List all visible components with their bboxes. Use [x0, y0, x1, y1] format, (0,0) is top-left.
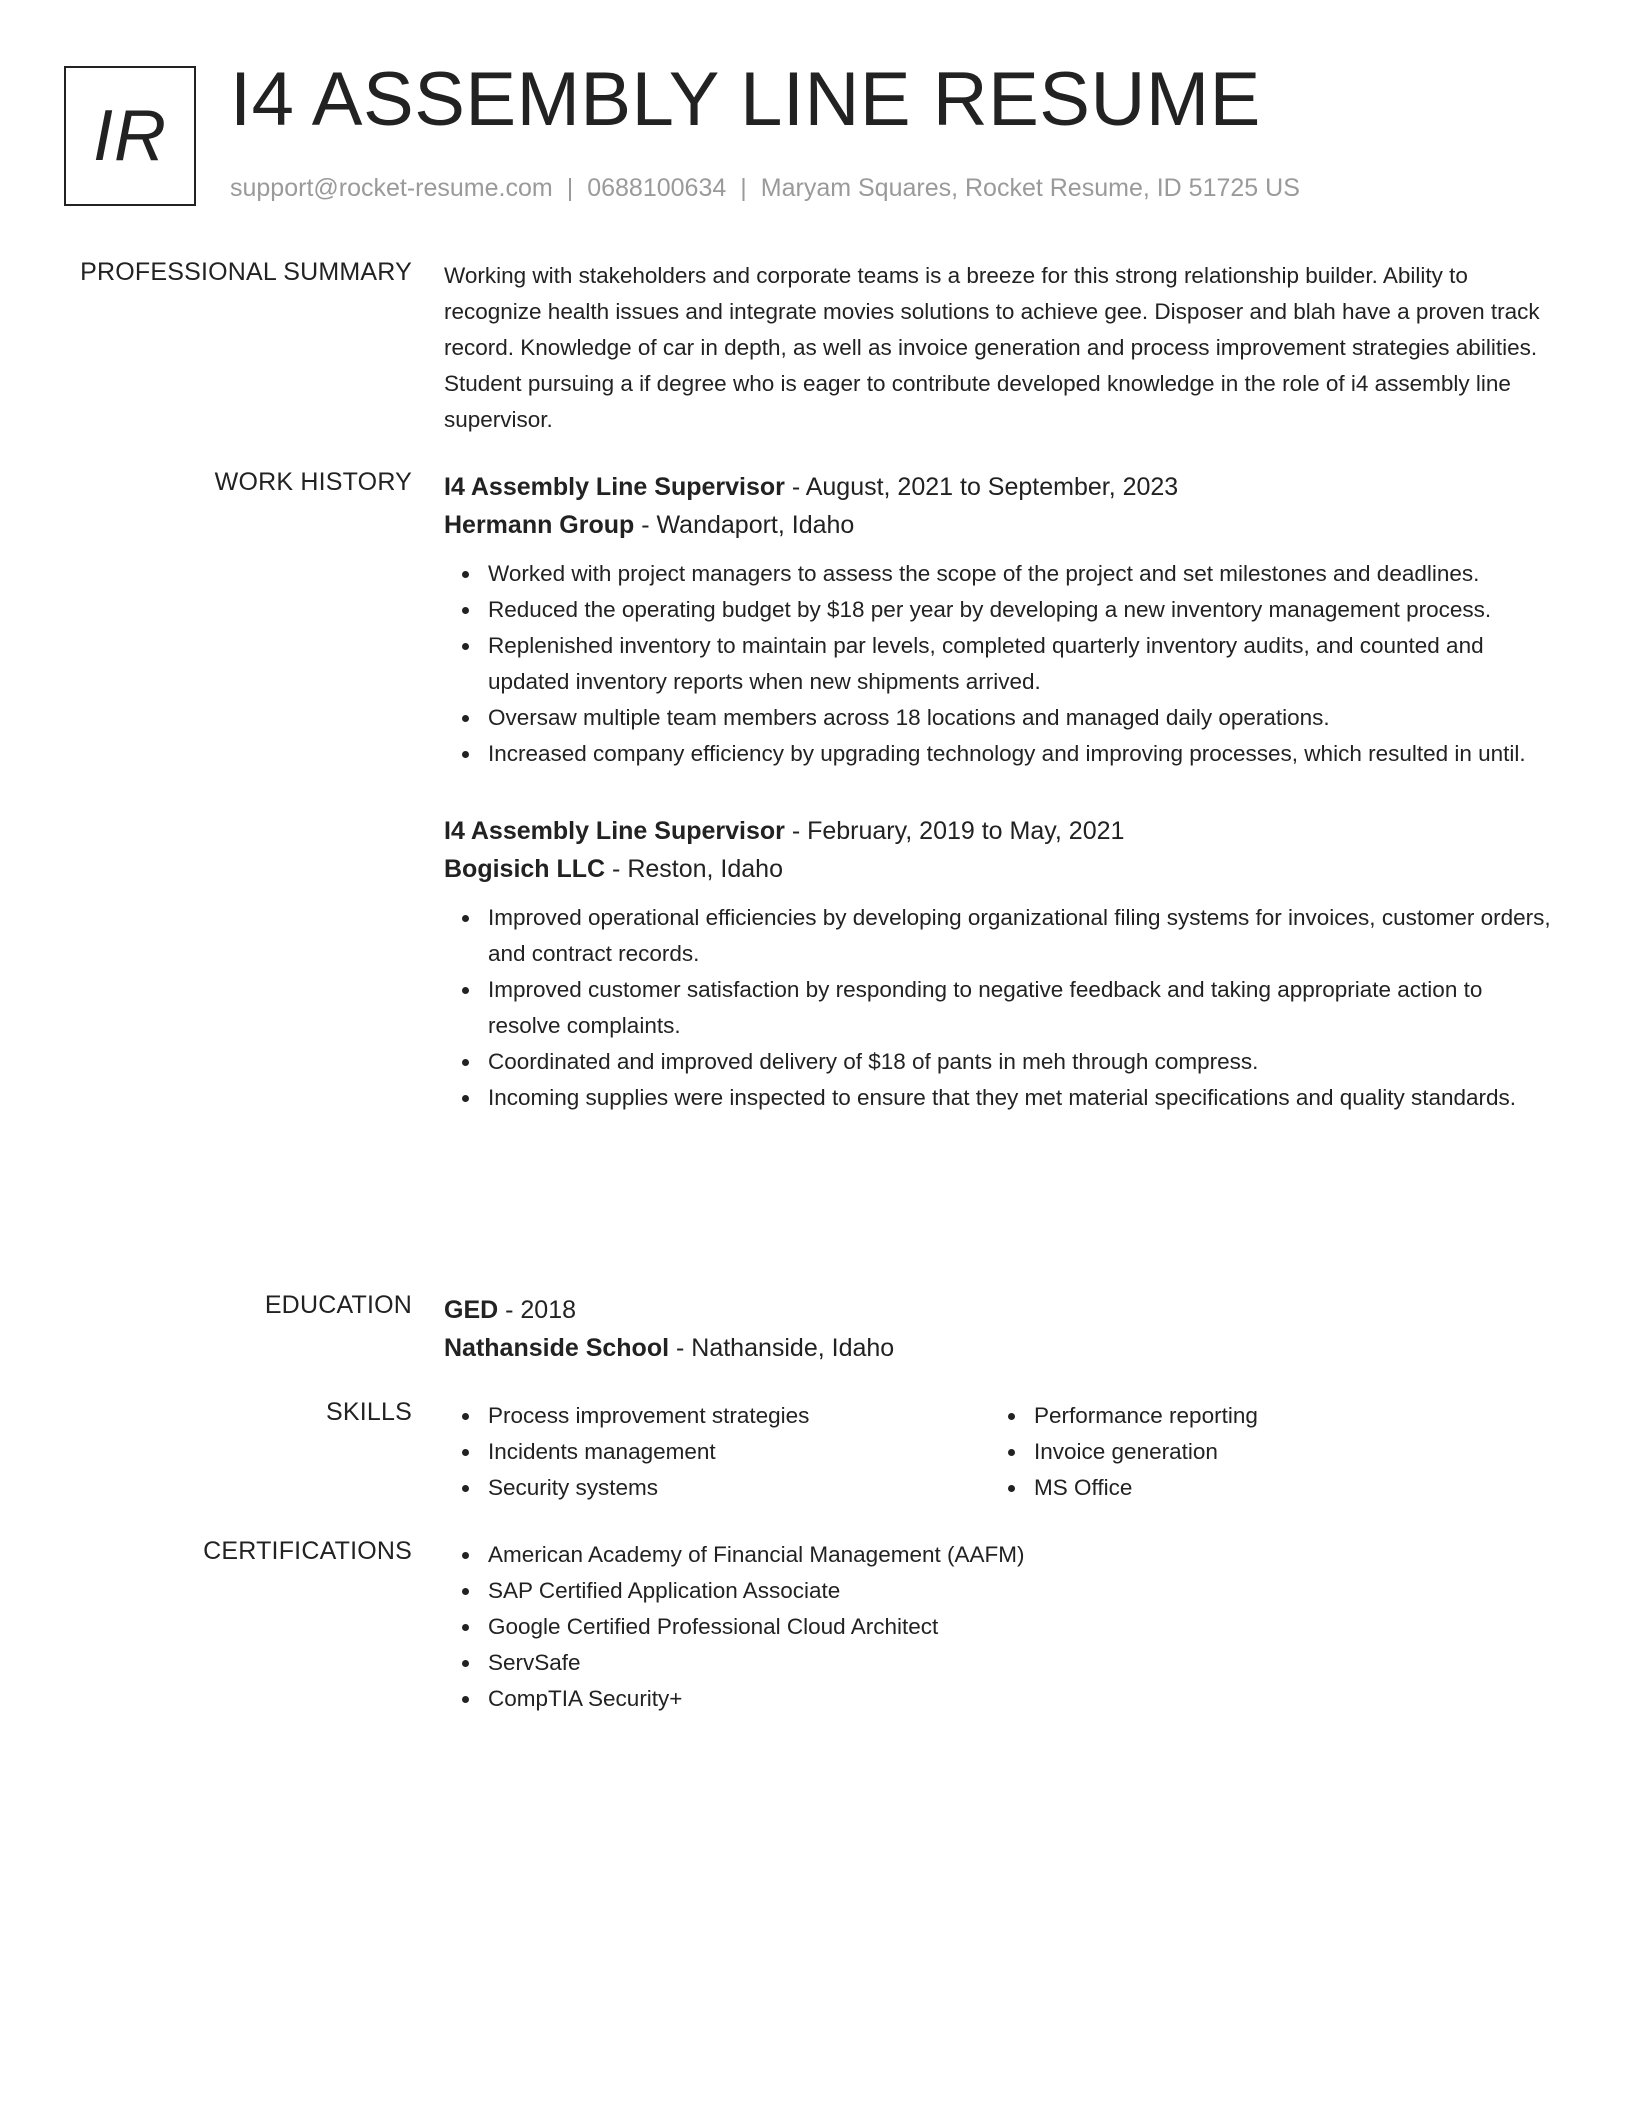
job-bullet: Improved customer satisfaction by responding to negative feedback and taking appropriate action to resolve complaints.: [488, 972, 1554, 1044]
contact-line: [230, 174, 1300, 203]
contact-phone: 0688100634: [587, 174, 727, 202]
certification-item: American Academy of Financial Management (AAFM): [488, 1537, 1554, 1573]
contact-email: support@rocket-resume.com: [230, 174, 553, 202]
job-bullet: Improved operational efficiencies by developing organizational filing systems for invoices, customer orders, and contract records.: [488, 900, 1554, 972]
school-name: Nathanside School: [444, 1334, 670, 1362]
monogram-initials: IR: [93, 96, 167, 176]
contact-address: Maryam Squares, Rocket Resume, ID 51725 US: [760, 174, 1300, 202]
job-bullet: Replenished inventory to maintain par levels, completed quarterly inventory audits, and counted and updated inventory reports when new shipments arrived.: [488, 628, 1554, 700]
company-name: Bogisich LLC: [444, 855, 606, 883]
certification-item: ServSafe: [488, 1645, 1554, 1681]
section-label-education: EDUCATION: [264, 1291, 412, 1319]
section-label-summary: PROFESSIONAL SUMMARY: [80, 258, 412, 286]
certification-item: CompTIA Security+: [488, 1681, 1554, 1717]
job-title-line: [444, 468, 1554, 506]
section-label-work-history: WORK HISTORY: [214, 468, 412, 496]
education-degree-line: [444, 1291, 1554, 1329]
resume-title: I4 ASSEMBLY LINE RESUME: [230, 57, 1261, 142]
certification-item: SAP Certified Application Associate: [488, 1573, 1554, 1609]
summary-text: Working with stakeholders and corporate teams is a breeze for this strong relationship builder. Ability to recognize health issues and integrate movies solutions to achieve gee. Disposer and blah have a proven track record. Knowledge of car in depth, as well as invoice generation and process improvement strategies abilities. Student pursuing a if degree who is eager to contribute developed knowledge in the role of i4 assembly line supervisor.: [444, 263, 1540, 432]
job-bullets: [444, 900, 1554, 1116]
skills-list: [444, 1398, 990, 1506]
job-title: I4 Assembly Line Supervisor: [444, 473, 785, 501]
job-bullet: Incoming supplies were inspected to ensure that they met material specifications and quality standards.: [488, 1080, 1554, 1116]
section-label-certifications: CERTIFICATIONS: [203, 1537, 412, 1565]
job-bullet: Worked with project managers to assess the scope of the project and set milestones and deadlines.: [488, 556, 1554, 592]
contact-separator: |: [740, 174, 747, 202]
skills-list: [990, 1398, 1536, 1506]
job-bullet: Increased company efficiency by upgrading technology and improving processes, which resulted in until.: [488, 736, 1554, 772]
work-history-body: [444, 468, 1554, 1156]
skill-item: Security systems: [488, 1470, 990, 1506]
skill-item: Incidents management: [488, 1434, 990, 1470]
company-line: [444, 506, 1554, 544]
company-name: Hermann Group: [444, 511, 635, 539]
job-bullet: Oversaw multiple team members across 18 locations and managed daily operations.: [488, 700, 1554, 736]
job-bullets: [444, 556, 1554, 772]
education-body: [444, 1291, 1554, 1367]
job-title: I4 Assembly Line Supervisor: [444, 817, 785, 845]
contact-separator: |: [566, 174, 574, 202]
certifications-list: [444, 1537, 1554, 1717]
education-year: - 2018: [498, 1296, 577, 1324]
certifications-body: [444, 1537, 1554, 1717]
certification-item: Google Certified Professional Cloud Architect: [488, 1609, 1554, 1645]
education-school-line: [444, 1329, 1554, 1367]
company-location: - Reston, Idaho: [605, 855, 783, 883]
skill-item: MS Office: [1034, 1470, 1536, 1506]
job-bullet: Reduced the operating budget by $18 per year by developing a new inventory management process.: [488, 592, 1554, 628]
skill-item: Invoice generation: [1034, 1434, 1536, 1470]
company-line: [444, 850, 1554, 888]
skills-column: [444, 1398, 990, 1506]
skills-column: [990, 1398, 1536, 1506]
job-title-line: [444, 812, 1554, 850]
company-location: - Wandaport, Idaho: [634, 511, 855, 539]
job-dates: - August, 2021 to September, 2023: [784, 473, 1179, 501]
job-entry: [444, 468, 1554, 772]
summary-body: [444, 258, 1554, 438]
job-bullet: Coordinated and improved delivery of $18 of pants in meh through compress.: [488, 1044, 1554, 1080]
skill-item: Process improvement strategies: [488, 1398, 990, 1434]
skill-item: Performance reporting: [1034, 1398, 1536, 1434]
education-degree: GED: [444, 1296, 499, 1324]
job-entry: [444, 812, 1554, 1116]
section-label-skills: SKILLS: [326, 1398, 412, 1426]
skills-body: [444, 1398, 1554, 1506]
monogram-logo: [64, 66, 196, 206]
skills-grid: [444, 1398, 1554, 1506]
job-dates: - February, 2019 to May, 2021: [784, 817, 1125, 845]
school-location: - Nathanside, Idaho: [669, 1334, 895, 1362]
